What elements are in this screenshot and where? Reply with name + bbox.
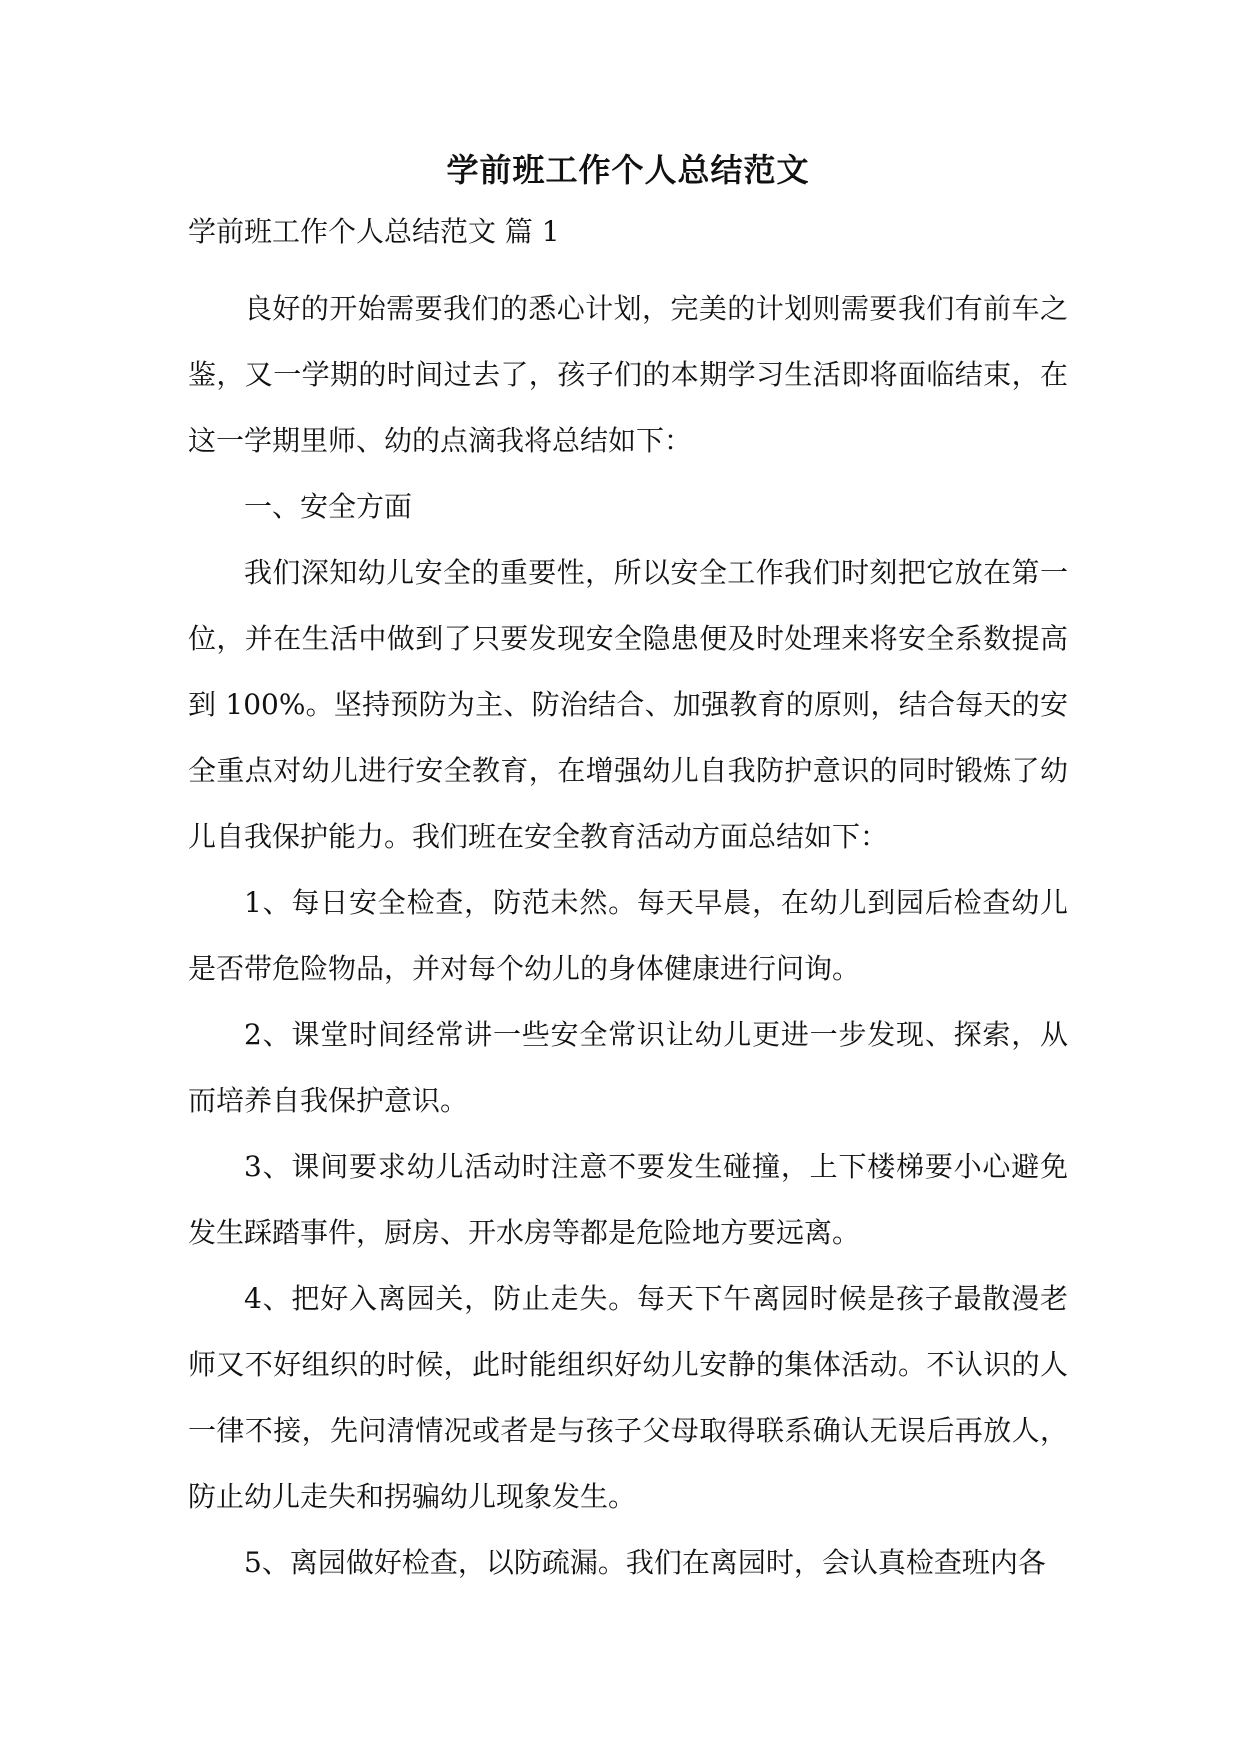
list-item-3: 3、课间要求幼儿活动时注意不要发生碰撞，上下楼梯要小心避免发生踩踏事件，厨房、开水房等都是危险地方要远离。 bbox=[188, 1150, 1068, 1249]
list-item-4: 4、把好入离园关，防止走失。每天下午离园时候是孩子最散漫老师又不好组织的时候，此时能组织好幼儿安静的集体活动。不认识的人一律不接，先问清情况或者是与孩子父母取得联系确认无误后再放人，防止幼儿走失和拐骗幼儿现象发生。 bbox=[188, 1282, 1068, 1513]
paragraph-safety-overview: 我们深知幼儿安全的重要性，所以安全工作我们时刻把它放在第一位，并在生活中做到了只要发现安全隐患便及时处理来将安全系数提高到 100%。坚持预防为主、防治结合、加强教育的原则，结合每天的安全重点对幼儿进行安全教育，在增强幼儿自我防护意识的同时锻炼了幼儿自我保护能力。我们班在安全教育活动方面总结如下： bbox=[188, 556, 1068, 853]
section-heading-safety: 一、安全方面 bbox=[244, 490, 413, 523]
document-title: 学前班工作个人总结范文 bbox=[446, 151, 810, 189]
paragraph-intro: 良好的开始需要我们的悉心计划，完美的计划则需要我们有前车之鉴，又一学期的时间过去了，孩子们的本期学习生活即将面临结束，在这一学期里师、幼的点滴我将总结如下： bbox=[188, 292, 1068, 457]
list-item-2: 2、课堂时间经常讲一些安全常识让幼儿更进一步发现、探索，从而培养自我保护意识。 bbox=[188, 1018, 1068, 1117]
document-subtitle: 学前班工作个人总结范文 篇 1 bbox=[188, 215, 560, 248]
list-item-1: 1、每日安全检查，防范未然。每天早晨，在幼儿到园后检查幼儿是否带危险物品，并对每个幼儿的身体健康进行问询。 bbox=[188, 886, 1068, 985]
list-item-5: 5、离园做好检查，以防疏漏。我们在离园时，会认真检查班内各 bbox=[244, 1546, 1046, 1579]
document-page bbox=[188, 150, 1068, 1596]
